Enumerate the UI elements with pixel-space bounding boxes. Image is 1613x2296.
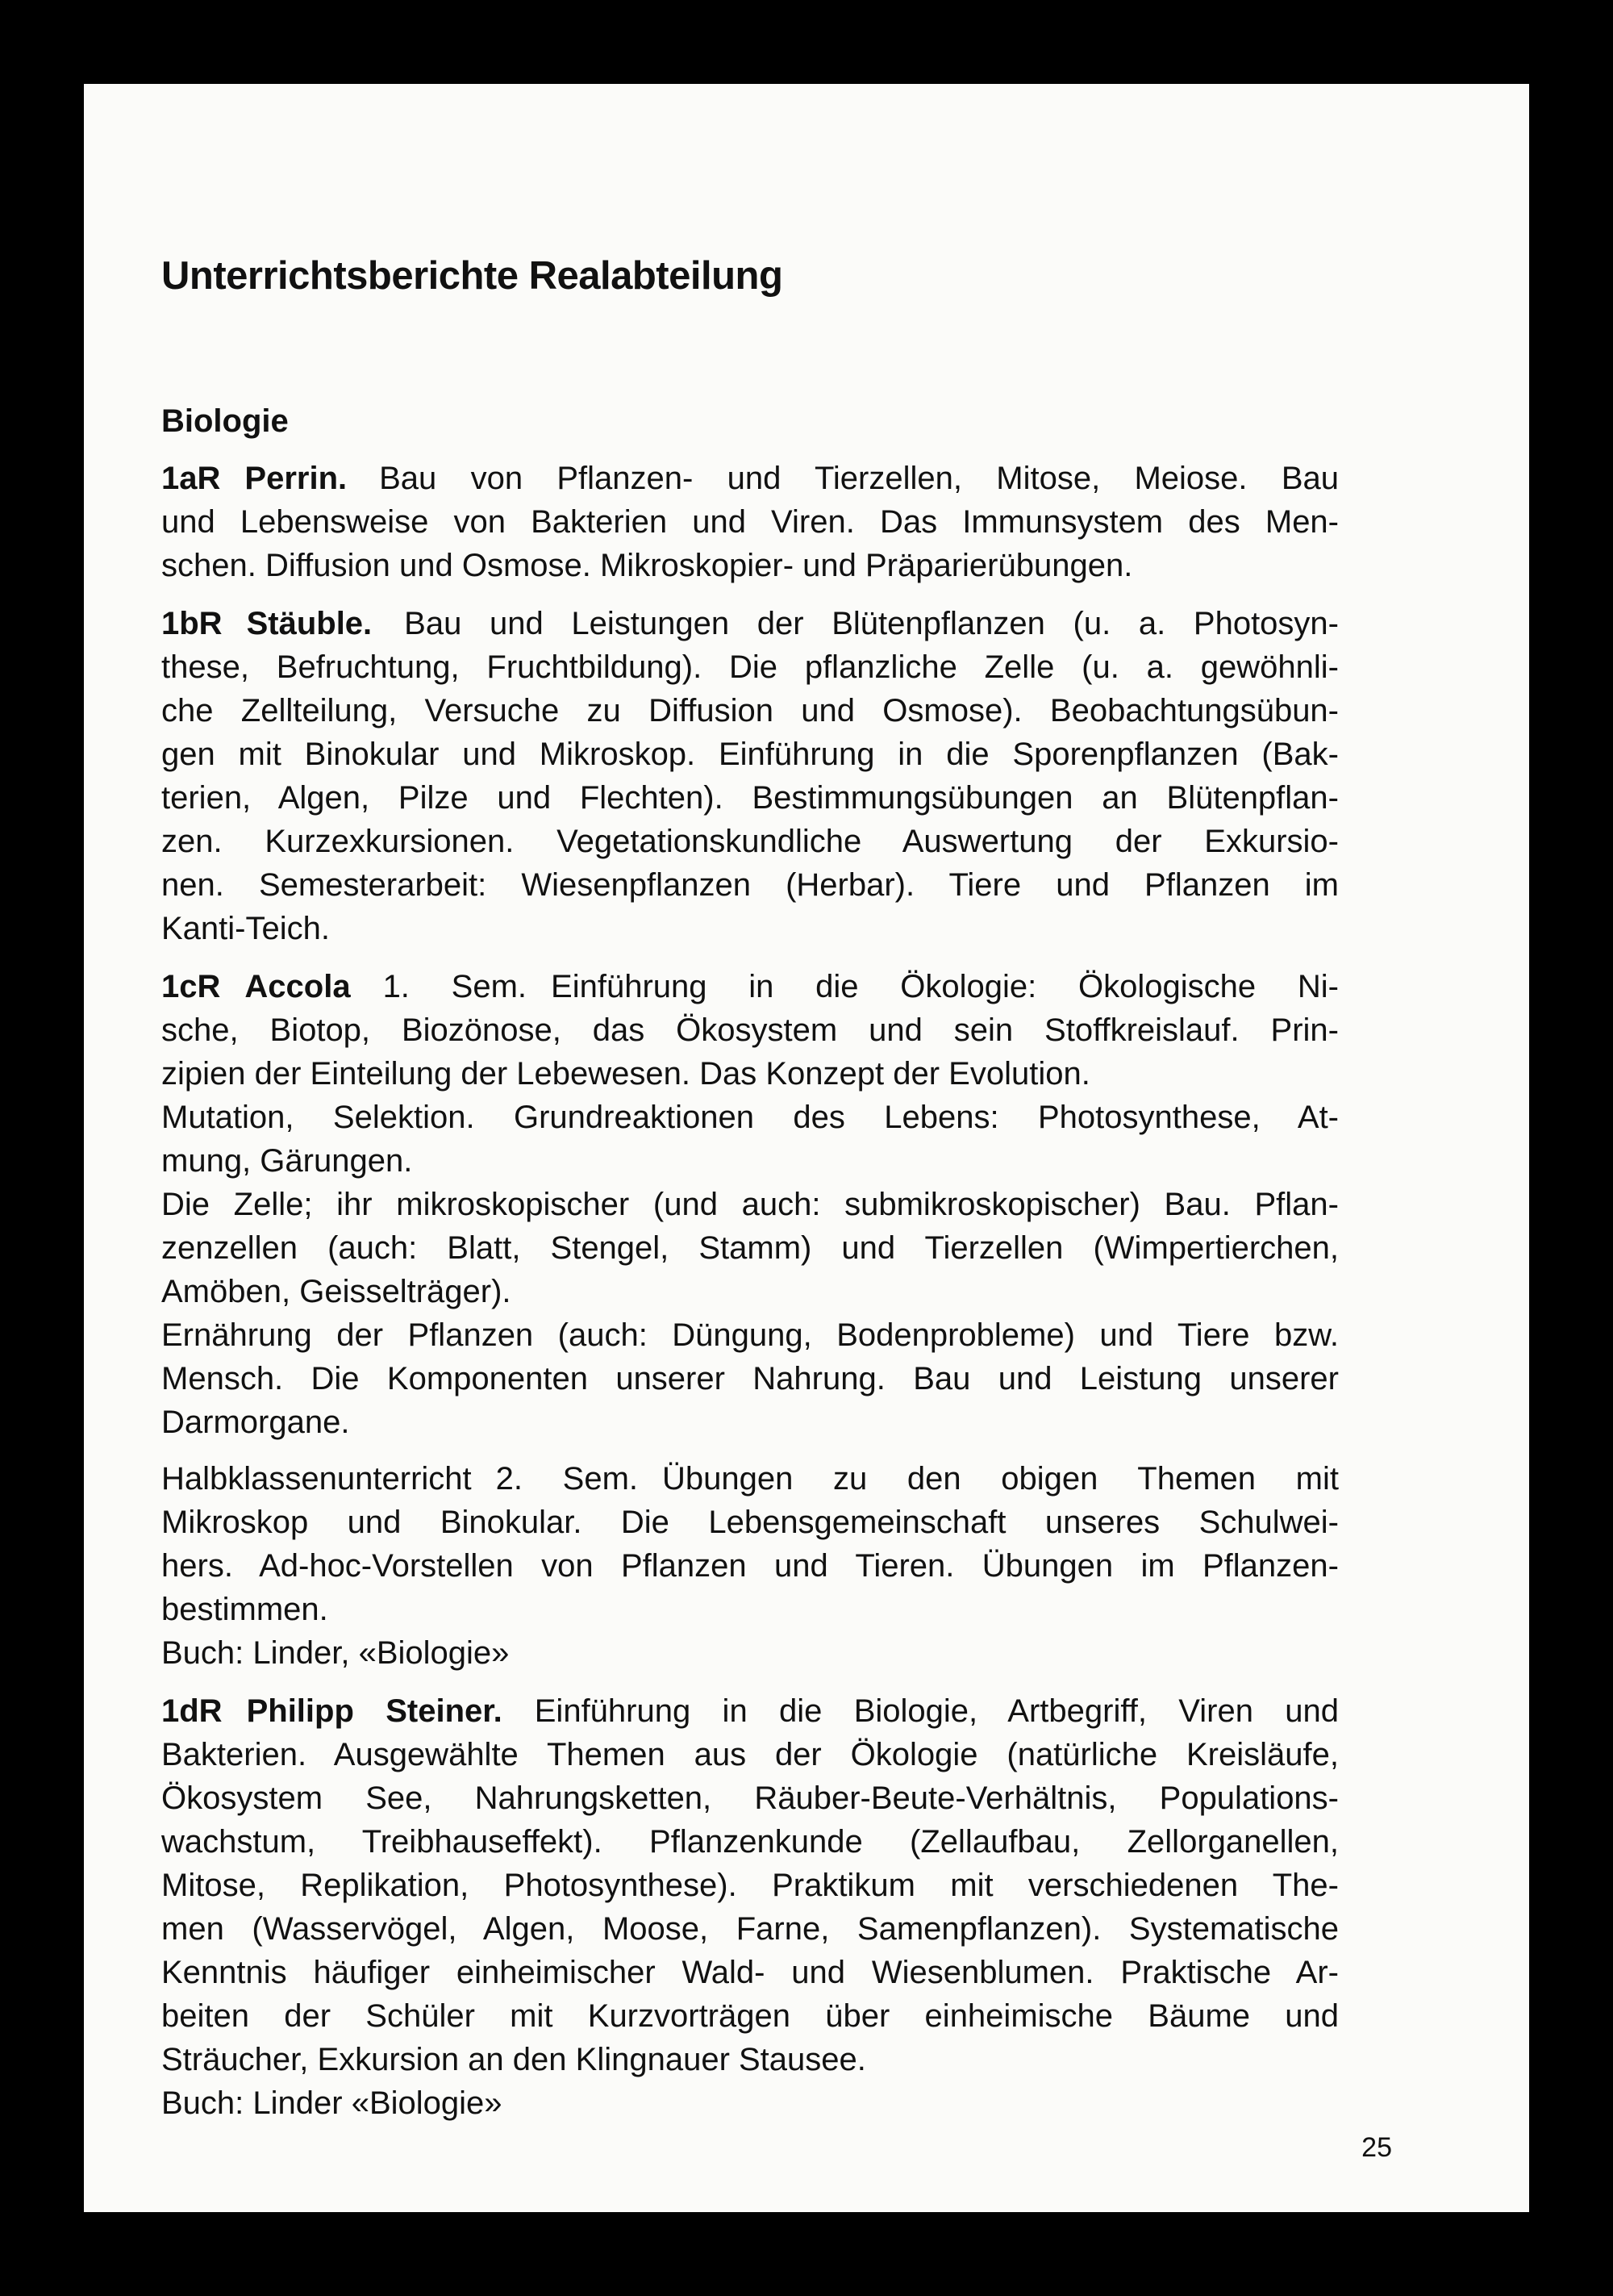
page-number: 25 [1361, 2132, 1392, 2163]
teacher-name: Stäuble. [246, 606, 373, 641]
entry-line: bestimmen. [161, 1592, 328, 1627]
semester-label: 2. Sem. [495, 1461, 638, 1497]
entry-line: Mutation, Selektion. Grundreaktionen des Lebens: Photosynthese, At- [161, 1100, 1339, 1135]
entry-1aR [161, 457, 1339, 587]
entry-line: terien, Algen, Pilze und Flechten). Bestimmungsübungen an Blütenpflan- [161, 780, 1339, 816]
entry-line: wachstum, Treibhauseffekt). Pflanzenkunde (Zellaufbau, Zellorganellen, [161, 1824, 1339, 1860]
entry-label: Halbklassenunterricht [161, 1461, 472, 1497]
entry-text: Bau und Leistungen der Blütenpflanzen (u. a. Photosyn- [404, 606, 1339, 641]
entry-1bR [161, 602, 1339, 950]
entry-line: beiten der Schüler mit Kurzvorträgen über einheimische Bäume und [161, 1998, 1339, 2034]
entry-line [161, 1457, 1339, 1501]
entry-line [161, 965, 1339, 1008]
entry-line: nen. Semesterarbeit: Wiesenpflanzen (Herbar). Tiere und Pflanzen im [161, 867, 1339, 903]
entry-line [161, 602, 1339, 645]
entry-line: Bakterien. Ausgewählte Themen aus der Ökologie (natürliche Kreisläufe, [161, 1737, 1339, 1772]
entry-line: Kenntnis häufiger einheimischer Wald- und Wiesenblumen. Praktische Ar- [161, 1955, 1339, 1990]
entry-line [161, 1689, 1339, 1733]
entry-line: Darmorgane. [161, 1405, 350, 1440]
teacher-name: Perrin. [244, 461, 348, 496]
teacher-name: Philipp Steiner. [246, 1693, 502, 1729]
entry-line: Ökosystem See, Nahrungsketten, Räuber-Beute-Verhältnis, Populations- [161, 1780, 1339, 1816]
entry-text: Übungen zu den obigen Themen mit [662, 1461, 1339, 1497]
entry-line: Die Zelle; ihr mikroskopischer (und auch: submikroskopischer) Bau. Pflan- [161, 1187, 1339, 1222]
document-content [161, 252, 1339, 2125]
entry-line: schen. Diffusion und Osmose. Mikroskopier- und Präparierübungen. [161, 548, 1133, 583]
class-code: 1dR [161, 1693, 223, 1729]
entry-line: Kanti-Teich. [161, 911, 330, 946]
entry-line: Amöben, Geisselträger). [161, 1274, 511, 1309]
class-code: 1bR [161, 606, 223, 641]
entry-line: mung, Gärungen. [161, 1143, 413, 1179]
entry-line: und Lebensweise von Bakterien und Viren. Das Immunsystem des Men- [161, 504, 1339, 540]
entry-1dR [161, 1689, 1339, 2125]
entry-line: Mikroskop und Binokular. Die Lebensgemeinschaft unseres Schulwei- [161, 1505, 1339, 1540]
class-code: 1cR [161, 969, 221, 1004]
entry-halbklassenunterricht [161, 1457, 1339, 1675]
entry-line: gen mit Binokular und Mikroskop. Einführung in die Sporenpflanzen (Bak- [161, 737, 1339, 772]
semester-label: 1. Sem. [382, 969, 527, 1004]
book-reference: Buch: Linder, «Biologie» [161, 1635, 510, 1671]
entry-line: hers. Ad-hoc-Vorstellen von Pflanzen und Tieren. Übungen im Pflanzen- [161, 1548, 1339, 1584]
entry-line: these, Befruchtung, Fruchtbildung). Die pflanzliche Zelle (u. a. gewöhnli- [161, 649, 1339, 685]
entry-line: Mitose, Replikation, Photosynthese). Praktikum mit verschiedenen The- [161, 1868, 1339, 1903]
entry-line: zipien der Einteilung der Lebewesen. Das Konzept der Evolution. [161, 1056, 1090, 1092]
entry-line: Sträucher, Exkursion an den Klingnauer Stausee. [161, 2042, 866, 2077]
teacher-name: Accola [244, 969, 351, 1004]
entry-line [161, 457, 1339, 500]
book-reference: Buch: Linder «Biologie» [161, 2085, 502, 2121]
entry-line: Mensch. Die Komponenten unserer Nahrung. Bau und Leistung unserer [161, 1361, 1339, 1396]
entry-line: Ernährung der Pflanzen (auch: Düngung, Bodenprobleme) und Tiere bzw. [161, 1317, 1339, 1353]
entry-line: che Zellteilung, Versuche zu Diffusion und Osmose). Beobachtungsübun- [161, 693, 1339, 728]
section-heading-biologie: Biologie [161, 403, 289, 439]
entry-text: Einführung in die Biologie, Artbegriff, Viren und [534, 1693, 1340, 1729]
page-title: Unterrichtsberichte Realabteilung [161, 254, 783, 298]
entry-text: Bau von Pflanzen- und Tierzellen, Mitose, Meiose. Bau [379, 461, 1339, 496]
entry-line: zenzellen (auch: Blatt, Stengel, Stamm) und Tierzellen (Wimpertierchen, [161, 1230, 1339, 1266]
class-code: 1aR [161, 461, 221, 496]
entry-line: zen. Kurzexkursionen. Vegetationskundliche Auswertung der Exkursio- [161, 824, 1339, 859]
entry-text: Einführung in die Ökologie: Ökologische Ni- [551, 969, 1339, 1004]
document-page [84, 84, 1529, 2212]
entry-line: sche, Biotop, Biozönose, das Ökosystem und sein Stoffkreislauf. Prin- [161, 1012, 1339, 1048]
entry-1cR [161, 965, 1339, 1444]
entry-line: men (Wasservögel, Algen, Moose, Farne, Samenpflanzen). Systematische [161, 1911, 1339, 1947]
